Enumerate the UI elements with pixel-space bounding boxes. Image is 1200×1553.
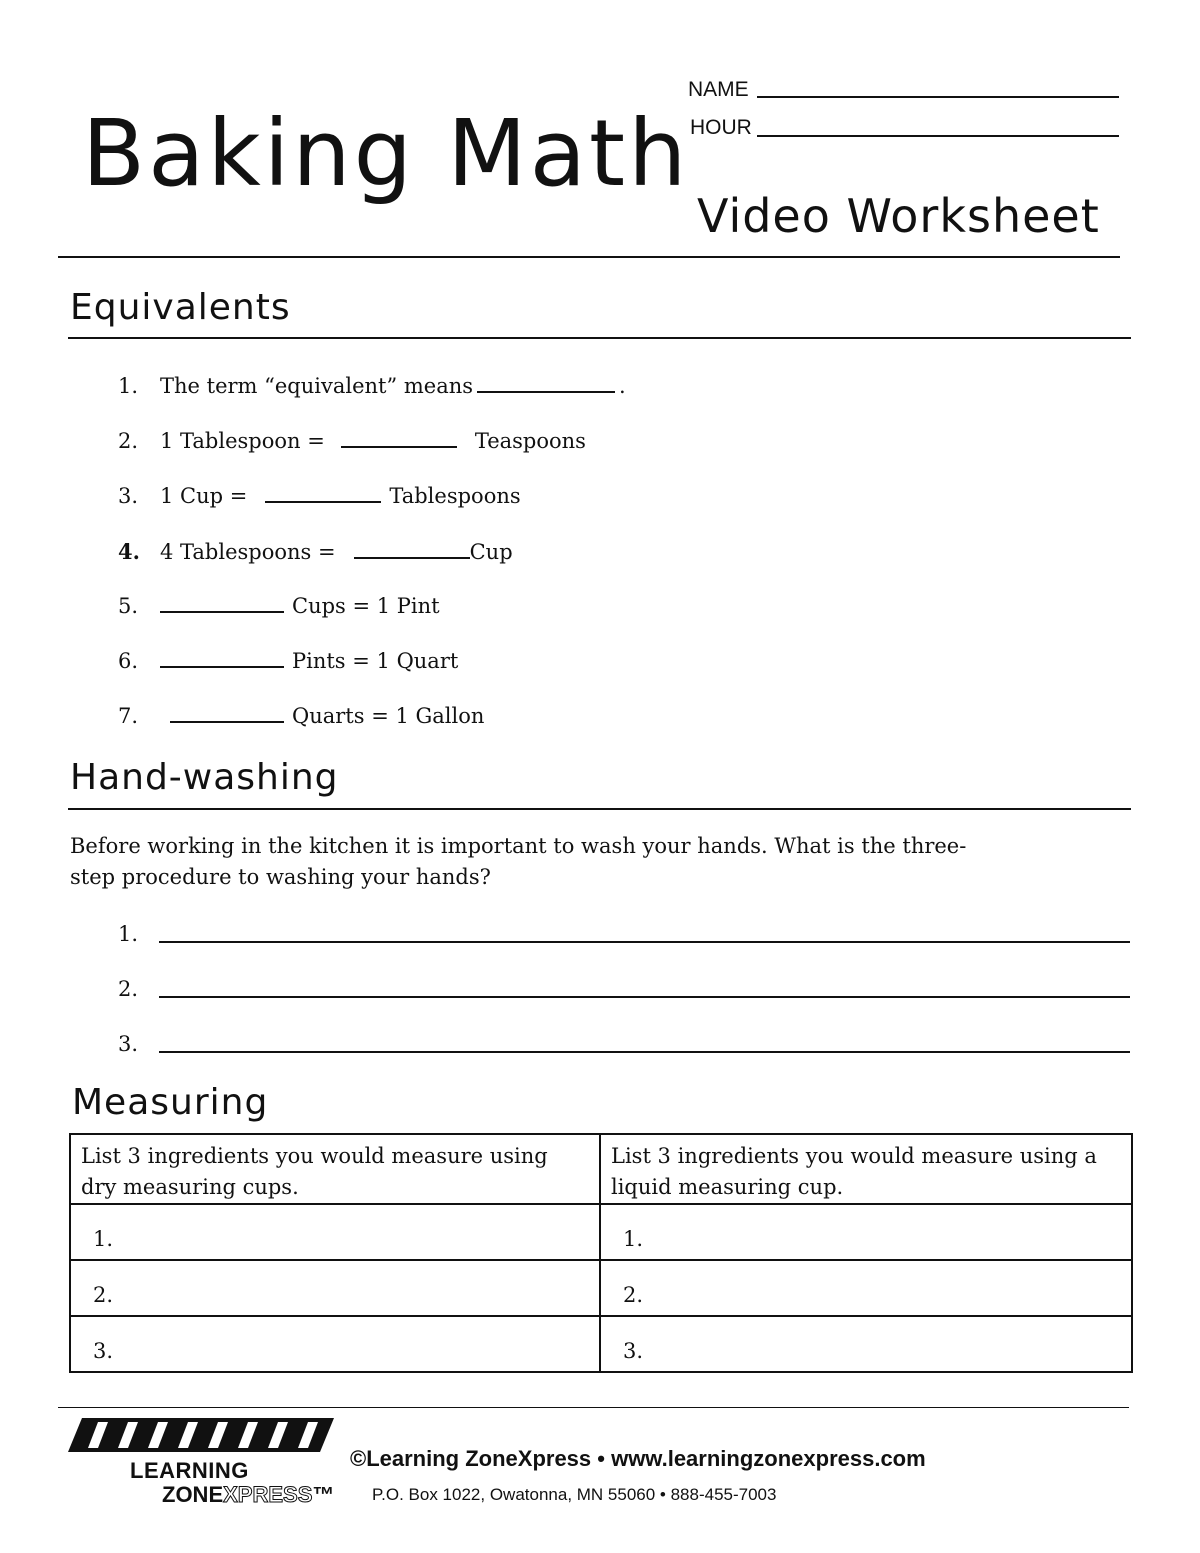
question-suffix: Quarts = 1 Gallon — [292, 704, 485, 728]
liquid-answer-cell[interactable]: 2. — [600, 1260, 1132, 1316]
liquid-column-header: List 3 ingredients you would measure using a liquid measuring cup. — [600, 1134, 1132, 1204]
prompt-line: Before working in the kitchen it is important to wash your hands. What is the three- — [70, 834, 967, 858]
section-divider — [68, 337, 1131, 339]
section-divider — [68, 808, 1131, 810]
liquid-answer-cell[interactable]: 3. — [600, 1316, 1132, 1372]
learning-zonexpress-logo-stripes — [68, 1416, 334, 1454]
measuring-table — [69, 1133, 1133, 1373]
question-suffix: Cups = 1 Pint — [292, 594, 440, 618]
handwashing-prompt — [70, 831, 1130, 893]
question-text: The term “equivalent” means — [160, 374, 474, 398]
liquid-answer-cell[interactable]: 1. — [600, 1204, 1132, 1260]
handwashing-answer-line[interactable] — [159, 941, 1130, 943]
question-suffix: Cup — [469, 540, 513, 564]
question-suffix: Tablespoons — [389, 484, 521, 508]
footer-divider — [58, 1407, 1129, 1408]
handwashing-answer-line[interactable] — [159, 996, 1130, 998]
name-label: NAME — [688, 78, 749, 101]
question-5 — [118, 596, 440, 617]
handwashing-answer-line[interactable] — [159, 1051, 1130, 1053]
answer-blank[interactable] — [170, 721, 284, 723]
question-number: 4. — [118, 539, 140, 564]
answer-blank[interactable] — [477, 391, 615, 393]
hour-label: HOUR — [690, 116, 752, 139]
dry-answer-cell[interactable]: 2. — [70, 1260, 600, 1316]
dry-answer-cell[interactable]: 1. — [70, 1204, 600, 1260]
handwashing-number-1: 1. — [118, 922, 139, 946]
question-3 — [118, 486, 521, 507]
question-number: 6. — [118, 649, 139, 673]
address-line: P.O. Box 1022, Owatonna, MN 55060 • 888-455-7003 — [372, 1485, 777, 1504]
answer-blank[interactable] — [354, 557, 470, 559]
dry-answer-cell[interactable]: 3. — [70, 1316, 600, 1372]
name-field[interactable] — [757, 96, 1119, 98]
handwashing-number-2: 2. — [118, 977, 139, 1001]
question-4 — [118, 541, 513, 563]
handwashing-number-3: 3. — [118, 1032, 139, 1056]
question-suffix: Pints = 1 Quart — [292, 649, 459, 673]
logo-zone: ZONE — [162, 1482, 224, 1507]
question-text: 1 Cup = — [160, 484, 248, 508]
logo-xpress: XPRESS — [223, 1482, 313, 1507]
logo-wordmark-learning: LEARNING — [130, 1458, 249, 1483]
section-title-handwashing: Hand-washing — [70, 757, 339, 798]
question-6 — [118, 651, 458, 672]
question-number: 1. — [118, 374, 139, 398]
question-suffix: . — [619, 374, 626, 398]
answer-blank[interactable] — [341, 446, 457, 448]
question-number: 7. — [118, 704, 139, 728]
question-text: 1 Tablespoon = — [160, 429, 325, 453]
answer-blank[interactable] — [265, 501, 381, 503]
question-number: 3. — [118, 484, 139, 508]
question-number: 5. — [118, 594, 139, 618]
header-divider — [58, 256, 1120, 258]
question-number: 2. — [118, 429, 139, 453]
question-text: 4 Tablespoons = — [160, 540, 336, 564]
dry-column-header: List 3 ingredients you would measure using dry measuring cups. — [70, 1134, 600, 1204]
question-7 — [118, 706, 484, 727]
copyright-line: ©Learning ZoneXpress • www.learningzonexpress.com — [350, 1446, 926, 1471]
prompt-line: step procedure to washing your hands? — [70, 865, 491, 889]
hour-field[interactable] — [757, 135, 1119, 137]
question-suffix: Teaspoons — [474, 429, 586, 453]
question-1 — [118, 376, 626, 397]
logo-trademark: ™ — [312, 1482, 335, 1507]
worksheet-subtitle: Video Worksheet — [697, 189, 1100, 243]
section-title-measuring: Measuring — [72, 1082, 269, 1123]
worksheet-title: Baking Math — [82, 100, 690, 207]
logo-wordmark-zonexpress — [162, 1484, 334, 1506]
answer-blank[interactable] — [160, 611, 284, 613]
section-title-equivalents: Equivalents — [70, 287, 291, 328]
question-2 — [118, 431, 586, 452]
answer-blank[interactable] — [160, 666, 284, 668]
